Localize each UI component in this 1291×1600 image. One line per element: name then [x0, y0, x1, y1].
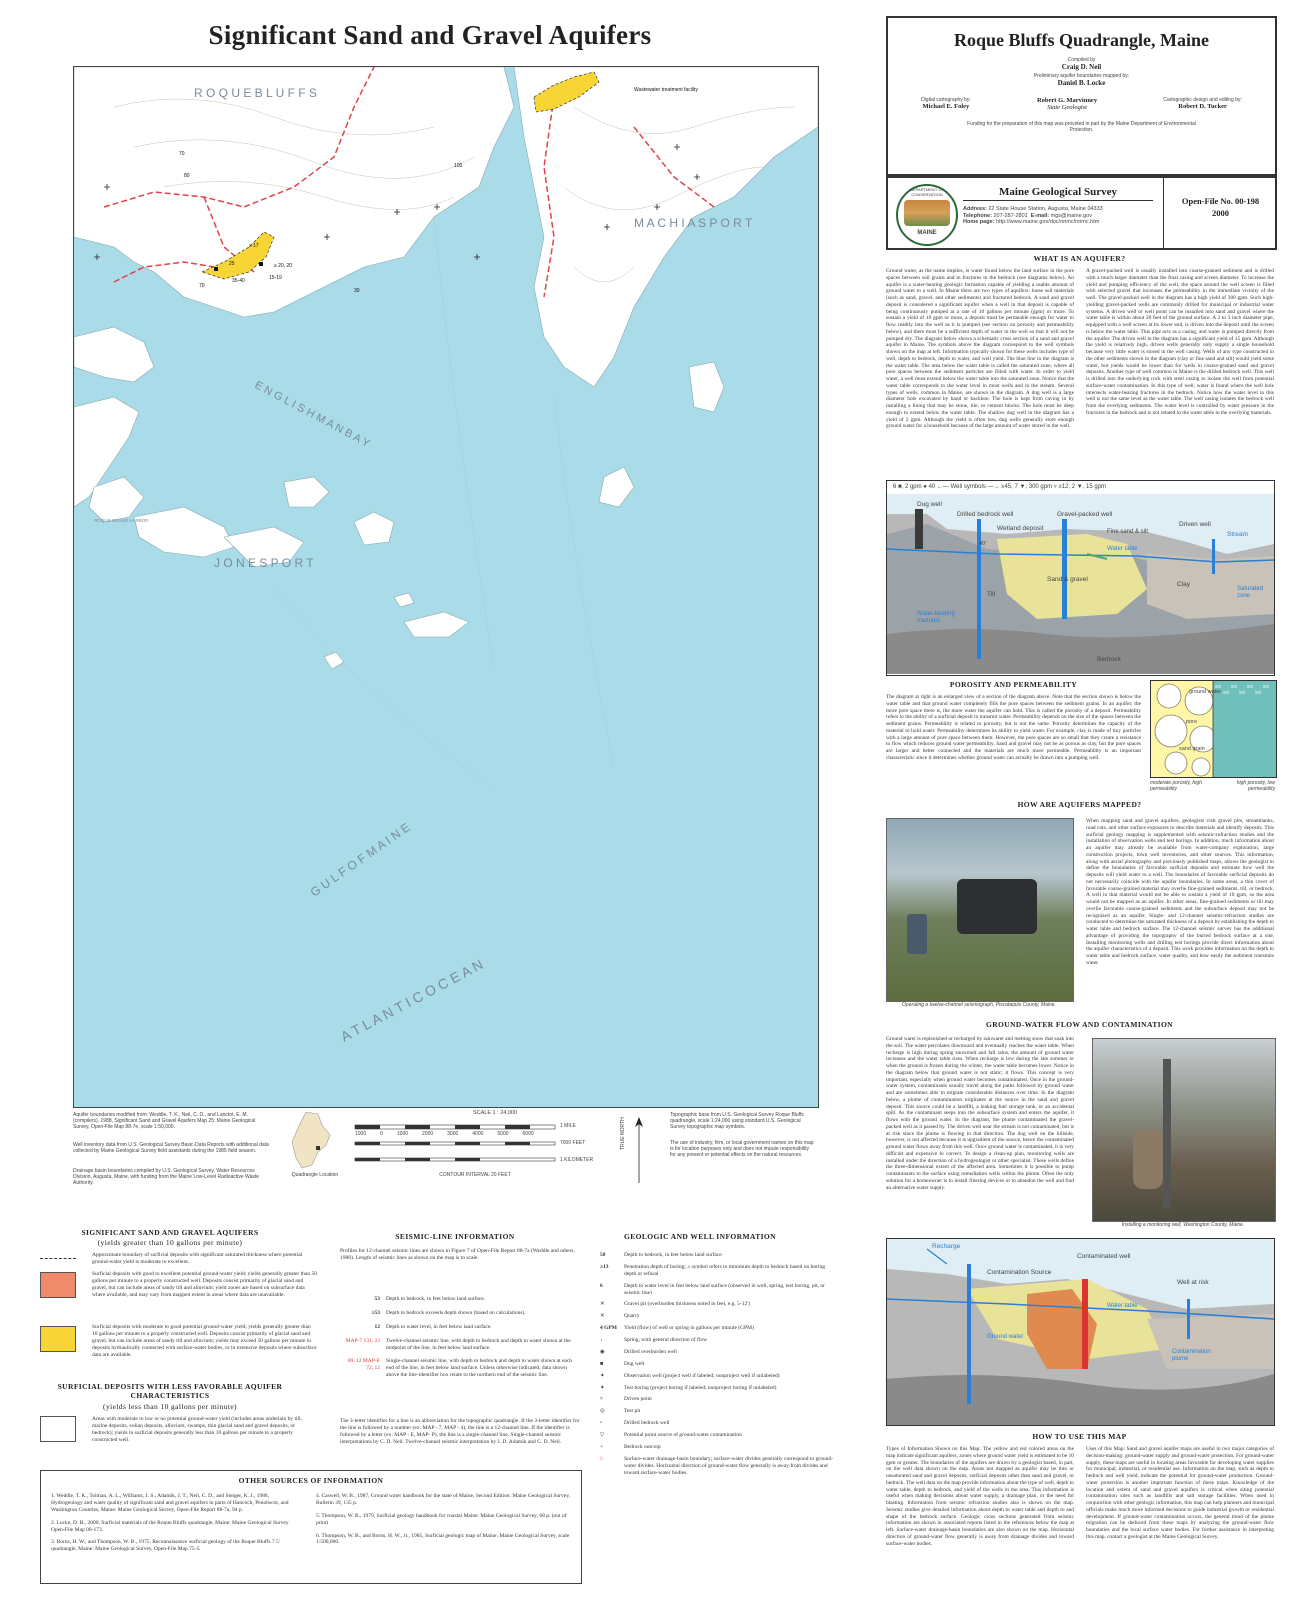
island-brothers: [404, 612, 469, 637]
contamination-diagram: Recharge Contamination Source Contaminated well Well at risk Water table Ground water Contamination plume: [886, 1238, 1275, 1426]
other-sources-box: [40, 1470, 582, 1584]
open-file-number: Open-File No. 00-198: [1181, 196, 1260, 206]
reference-item: 6. Thompson, W. B., and Borns, H. W., Jr., 1985, Surficial geologic map of Maine: Maine Geological Survey, scale 1:500,000.: [316, 1532, 570, 1546]
porosity-right-caption: high porosity, low permeability: [1236, 780, 1275, 792]
topographic-base-note: Topographic base from U.S. Geological Survey Roque Bluffs quadrangle, scale 1:24,000 using standard U.S. Geological Survey topographic map symbols.: [670, 1112, 804, 1130]
svg-text:80: 80: [184, 173, 190, 179]
what-is-aquifer-col1: Ground water, as the name implies, is water found below the land surface in the pore spaces between soil grains and in fractures in the bedrock (see diagrams below). An aquifer is a water-bearing geologic formation capable of yielding a usable amount of ground water to a well. In Maine there are two types of aquifers: loose soil materials (such as sand, gravel, and other sediments) and fractured bedrock. A sand and gravel deposit is considered a significant aquifer when a well in that deposit is capable of being continuously pumped at a rate of 10 gallons per minute (gpm) or more. To sustain a yield of 10 gpm or more, a deposit must be permeable enough for water to flow readily into the well as it is pumped (see section on porosity and permeability below), and there must be a sufficient depth of water in the well so that it will not be pumped dry. The diagram below shows a schematic cross section of a sand and gravel aquifer in Maine. The symbols above the diagram correspond to the well symbols shown on the map at left. Information typically shown for these wells includes type of well, depth to bedrock, depth to water, and well yield. The blue line in the diagram is the water table. The area below the water table is called the saturated zone, where all pore spaces between the sediment particles are filled with water. In order to yield water, a well must extend below the water table into the saturated zone. Notice that the water table corresponds to the water level in most wells and in the stream. Several types of wells, common in Maine, are shown in the diagram. A dug well is a large diameter hole excavated by hand or backhoe. The hole is kept from caving in by installing a lining that may be stone, tile, or cement blocks. The hole must be deep enough to extend below the water table. The shallow dug well in the diagram has a yield of 2 gpm. Although the yield is often low, dug wells generally store enough ground water for a household because of the large amount of water stored in the well.: [886, 268, 1074, 430]
monitoring-well-caption: Installing a monitoring well, Washington County, Maine.: [1121, 1222, 1245, 1228]
scale-ticks: 1000 0 1000 2000 3000 4000 5000 6000: [355, 1131, 534, 1137]
legend-less-subheading: (yields less than 10 gallons per minute): [103, 1402, 237, 1411]
how-to-use-col1: Types of Information Shown on this Map: The yellow and red colored areas on the map indicate significant aquifers, zones where ground water yield is estimated to be 10 gpm or greater. The boundaries of the aquifers are drawn by a geologist based, in part, on the well data shown on the map. Areas not mapped as aquifer may be thin or unsaturated sand and gravel deposits, surficial deposits other than sand and gravel, or bedrock. The well data on the map provide information about the type of well, depth to water table, depth to bedrock, and yield of the wells in the area. This information is useful when making decisions about water supply, a drainage plan, or the need for blasting. Information from seismic refraction studies also is shown on the map. Seismic studies give detailed information about depth to water table and depth to and shape of the bedrock surface. Geologic cross sections generated from seismic information are shown in associated reports listed in the references below the map at left. Surface-water drainage-basin boundaries are also shown on the map. Horizontal direction of ground-water flow generally is away from drainage divides and toward surface-water bodies.: [886, 1446, 1074, 1547]
legend-white-text: Areas with moderate to low or no potential ground-water yield (includes areas underlain by till, marine deposits, eolian deposits, alluvium, swamps, thin glacial sand and gravel deposits, or bedrock); yields in surficial deposits generally less than 10 gallons per minute to a properly constructed well.: [92, 1416, 303, 1443]
land-roque-bluffs: [74, 67, 514, 317]
legend-aquifers-subheading: (yields greater than 10 gallons per minute): [97, 1238, 243, 1247]
geologic-heading: GEOLOGIC AND WELL INFORMATION: [624, 1232, 776, 1241]
legend-boundary-text: Approximate boundary of surficial deposits with significant saturated thickness where potential ground-water yield is moderate to excellent.: [92, 1252, 303, 1265]
scale-label: SCALE 1 : 24,000: [472, 1110, 518, 1116]
how-to-use-heading: HOW TO USE THIS MAP: [1032, 1432, 1127, 1441]
island-east: [689, 362, 724, 412]
svg-text:15-19: 15-19: [269, 275, 282, 281]
seismograph-caption: Operating a twelve-channel seismograph, Piscataquis County, Maine.: [902, 1002, 1056, 1008]
label-roque-harbor: ROQUE ISLAND HARBOR: [94, 518, 149, 523]
compiler-name: Craig D. Neil: [1061, 63, 1102, 71]
seismic-item: MAP-7 131, 23 Twelve-channel seismic line, with depth to bedrock and depth to water shown at the midpoint of the line, in feet below land surface.: [345, 1337, 571, 1351]
svg-text:≥ 20, 20: ≥ 20, 20: [274, 263, 293, 269]
mgs-contact: Address: 22 State House Station, Augusta, Maine 04333 Telephone: 207-287-2801 E-mail: mgs@maine.gov Home page: http://www.maine.gov/doc/nrimc/nrimc.htm: [963, 206, 1103, 226]
other-sources-heading: OTHER SOURCES OF INFORMATION: [238, 1476, 384, 1485]
what-is-aquifer-heading: WHAT IS AN AQUIFER?: [1033, 254, 1126, 263]
monitoring-well-photo: [1092, 1038, 1276, 1222]
seismic-legend: [340, 1296, 580, 1386]
north-arrow-icon: [634, 1115, 644, 1185]
aquifer-map[interactable]: [73, 66, 819, 1108]
kilometer-label: 1 KILOMETER: [560, 1157, 594, 1163]
reference-item: 3. Borns, H. W., and Thompson, W. B., 1975, Reconnaissance surficial geology of the Roque Bluffs 7.5' quadrangle, Maine: Maine Geological Survey, Open-File Map 75-5.: [51, 1539, 280, 1553]
label-atlantic-ocean: A T L A N T I C O C E A N: [337, 955, 486, 1045]
label-jonesport: J O N E S P O R T: [214, 556, 314, 570]
svg-text:35-40: 35-40: [232, 278, 245, 284]
legend-less-heading: SURFICIAL DEPOSITS WITH LESS FAVORABLE AQUIFER CHARACTERISTICS: [57, 1382, 283, 1400]
funding-note: Funding for the preparation of this map was provided in part by the Maine Department of Environmental Protection.: [967, 121, 1196, 133]
svg-text:100: 100: [454, 163, 463, 169]
scale-bars: [345, 1120, 575, 1180]
island-center: [284, 477, 329, 507]
legend-red-swatch: [40, 1272, 76, 1298]
label-machiasport: M A C H I A S P O R T: [634, 216, 753, 230]
island-tiny-2: [394, 593, 414, 607]
flow-heading: GROUND-WATER FLOW AND CONTAMINATION: [986, 1020, 1173, 1029]
true-north-label: TRUE NORTH: [620, 1117, 626, 1150]
island-jonesport: [134, 507, 234, 557]
legend-white-swatch: [40, 1416, 76, 1442]
island-tiny-1: [324, 652, 344, 669]
drainage-note: Drainage basin boundaries compiled by U.S. Geological Survey, Water Resources Division, Augusta, Maine, with funding from the Maine Low-Level Radioactive Waste Authority.: [73, 1168, 260, 1186]
porosity-diagram: ground water pore sand grain: [1150, 680, 1277, 778]
legend-aquifers-heading: SIGNIFICANT SAND AND GRAVEL AQUIFERS: [81, 1228, 259, 1237]
label-englishman-bay: E N G L I S H M A N B A Y: [252, 379, 372, 450]
svg-text:25: 25: [229, 261, 235, 267]
svg-text:70: 70: [199, 283, 205, 289]
geologic-legend: 50 Depth to bedrock, in feet below land surface ≥13 Penetration depth of boring; ≥ symbol refers to minimum depth to bedrock based on boring depth or refusal 6 Depth to water level in feet below land surface (observed in well, spring, test boring, pit, or seismic line) ✕ Gravel pit (overburden thickness noted in feet, e.g. 5-12') ✕ Quarry 4 GPM Yield (flow) of well or spring in gallons per minute (GPM) ↓ Spring, with general direction of flow ◉ Drilled overburden well ■ Dug well ✦ Observation well (project well if labeled; nonproject well if unlabeled) ✦ Test boring (project boring if labeled; nonproject boring if unlabeled) ▿ Driven point ◎ Test pit • Drilled bedrock well ▽ Potential point source of ground-water contamination + Bedrock outcrop \/ Surface-water drainage-basin boundary; surface-water divides generally correspond to ground-water divides. Horizontal direction of ground-water flow generally is away from divides and toward surface-water bodies.: [600, 1252, 833, 1476]
island-mid-east: [599, 467, 634, 507]
flow-text: Ground water is replenished or recharged by rainwater and melting snow that soak into the soil. The water percolates downward and eventually reaches the water table. When recharge is high during spring snowmelt and fall rains, the amount of ground water increases and the water table rises. When recharge is low during the late summer or when the ground is frozen during the winter, the water table becomes lower. Notice in the diagram below that ground water is not static; it flows. This concept is very important, especially when ground water becomes contaminated. Once in the ground-water system, contaminants usually travel along the paths followed by ground water and are sometimes able to migrate considerable distances over time. In the diagram below, a plume of contamination originates at the source in the sand and gravel deposit. This source could be a landfill, a leaking fuel storage tank, or an accidental spill. As the contaminant seeps into the subsurface system and enters the aquifer, it flows with the ground water. In the diagram, the plume contaminated the gravel-packed well as it passed by. The driven well near the stream is not contaminated, but is at risk since the plume is flowing in that direction. The dug well on the hillside, however, is not affected because it is upgradient of the source, hence the contaminated ground water flows away from this well. Once ground water is contaminated, it is very difficult and expensive to correct. To design a clean-up plan, monitoring wells are installed under the direction of a hydrogeologist or other specialist. These wells define the three-dimensional extent of the affected area. Sometimes it is possible to pump contaminants to the surface using remediation wells within the plume. Often the only solution for a homeowner is to install filtering devices or to abandon the well and find an alternative water supply.: [886, 1036, 1074, 1191]
mgs-info-box: [886, 176, 1277, 250]
quadrangle-title: Roque Bluffs Quadrangle, Maine: [953, 30, 1210, 50]
mile-label: 1 MILE: [560, 1123, 576, 1129]
porosity-text: The diagram at right is an enlarged view of a section of the diagram above. Note that the section shown is below the water table and that ground water completely fills the pore spaces between the sediment grains. In an aquifer, the more pore space there is, the more water the aquifer can hold. This is called the porosity of a deposit. Permeability refers to the ability of a surficial deposit to transmit water. Permeability depends on the size of the spaces between the sediment grains. Permeability is related to porosity, but is not the same. Porosity determines the capacity of the material to hold water. Permeability determines its ability to yield water. For example, clay is made of tiny particles with a large amount of pore space between them. However, the pore spaces are so small that they create a resistance to flow which reduces ground water permeability. Sand and gravel may not be as porous as clay, but the pore spaces are larger and better connected and the materials are much more permeable. Permeability is an important characteristic since it determines whether ground water can actually be drawn into a pumping well.: [886, 694, 1141, 761]
reference-item: 2. Locke, D. B., 2000, Surficial materials of the Roque Bluffs quadrangle, Maine: Maine Geological Survey Open-File Map 00-173.: [51, 1519, 289, 1533]
legend-red-text: Surficial deposits with good to excellent potential ground-water yield; yields generally greater than 50 gallons per minute to a properly constructed well. Deposits consist primarily of glacial sand and gravel, but can include areas of sandy till and alluvium; yield zones are based on subsurface data where available, and may vary from mapped extent in areas where data are unavailable.: [92, 1271, 317, 1298]
mgs-name: Maine Geological Survey: [963, 186, 1153, 201]
seismic-item: 12 Depth to water level, in feet below land surface.: [374, 1323, 492, 1330]
label-gulf-of-maine: G U L F O F M A I N E: [307, 820, 413, 900]
quadrangle-location-label: Quadrangle Location: [291, 1172, 339, 1178]
contour-interval-label: CONTOUR INTERVAL 20 FEET: [439, 1172, 511, 1178]
seismic-heading: SEISMIC-LINE INFORMATION: [395, 1232, 515, 1241]
how-mapped-text: When mapping sand and gravel aquifers, geologists visit gravel pits, streambanks, road cuts, and other surface exposures to describe materials and identify deposits. This surficial geology mapping is supplemented with seismic-refraction studies and the installation of observation wells and test borings. In addition, much information about an aquifer may already be available from water-company exploration, large construction projects, town well inventories, and other sources. This information, along with aerial photography and previously published maps, allows the geologist to define the boundaries of favorable surficial deposits and estimate how well the deposits will yield water to a well. The boundaries of favorable surficial deposits do not necessarily coincide with the aquifer boundaries. In some areas, a thin cover of favorable coarse-grained material may overlie fine-grained sediments, till, or bedrock. A well in that material would not be able to sustain a yield of 10 gpm, so the area would not be mapped as an aquifer. In other areas, fine-grained sediments or till may overlie favorable coarse-grained sediments and the subsurface deposit may not be recognized as an aquifer. Single- and 12-channel seismic-refraction studies are conducted to determine the saturated thickness of a deposit by establishing the depth to water table and bedrock surface. The 12-channel seismic survey has the additional advantage of providing the topography of the buried bedrock surface at a site. Installing monitoring wells and drilling test borings provide direct information about the aquifer characteristics of a deposit. This work provides information on the depth to water table and bedrock surface, water quality, and how easily the sediment transmits water.: [1086, 818, 1274, 966]
svg-text:70: 70: [179, 151, 185, 157]
land-west-point: [74, 327, 154, 382]
reference-item: 4. Caswell, W. B., 1987, Ground water handbook for the state of Maine, Second Edition: Maine Geological Survey, Bulletin 39, 135 p.: [316, 1493, 570, 1506]
map-canvas: [74, 67, 818, 1107]
aquifer-cross-section: 6 ■, 2 gpm ● 40 ←— Well symbols —→ ≥45, 7 ▼, 300 gpm ▿ ≥12, 2 ▼, 15 gpm Dug well Drilled bedrock well Gravel-packed well Wetland deposit Fine sand & silt Driven well Stream Water table Sand & gravel Till Clay Saturated zone Water-bearing fractures Bedrock 40': [886, 480, 1275, 676]
seismic-item: ≥53 Depth to bedrock exceeds depth shown (based on calculations).: [371, 1309, 526, 1316]
reference-item: 5. Thompson, W. B., 1979, Surficial geology handbook for coastal Maine: Maine Geological Survey, 68 p. (out of print): [316, 1512, 567, 1526]
doc-seal-icon: DEPARTMENT OF CONSERVATION MAINE: [896, 184, 958, 246]
legend-boundary-swatch: [40, 1258, 76, 1261]
legend-yellow-swatch: [40, 1326, 76, 1352]
well-symbols-row: 6 ■, 2 gpm ● 40 ←— Well symbols —→ ≥45, 7 ▼, 300 gpm ▿ ≥12, 2 ▼, 15 gpm: [893, 484, 1107, 490]
sources-col-2: [316, 1493, 571, 1546]
homepage-link[interactable]: http://www.maine.gov/doc/nrimc/nrimc.htm: [996, 219, 1100, 226]
credits-row: Digital cartography by: Michael E. Foley Robert G. Marvinney State Geologist Cartographic design and editing by: Robert D. Tucker: [921, 97, 1242, 111]
svg-text:≥ 17: ≥ 17: [249, 243, 259, 249]
porosity-left-caption: moderate porosity, high permeability: [1150, 780, 1202, 792]
svg-text:Wastewater treatment facility: Wastewater treatment facility: [634, 87, 699, 93]
how-mapped-heading: HOW ARE AQUIFERS MAPPED?: [1017, 800, 1142, 809]
feet-label: 7000 FEET: [560, 1140, 586, 1146]
open-file-year: 2000: [1212, 208, 1229, 218]
reference-item: 1. Weddle, T. K., Tolman, A. L., Williams, J. S., Adamik, J. T., Neil, C. D., and Steiger, K. J., 1988, Hydrogeology and water quality of significant sand and gravel aquifers in parts of Hancock, Penobscot, and Washington Counties, Maine: Maine Geological Survey, Open-File Report 88-7a, 94 p.: [51, 1493, 289, 1513]
sources-col-1: [51, 1493, 301, 1553]
porosity-heading: POROSITY AND PERMEABILITY: [949, 680, 1078, 689]
what-is-aquifer-col2: A gravel-packed well is usually installed into coarse-grained sediment and is drilled with a much larger diameter than the final casing and screen diameter. To increase the yield and pumping efficiency of the well, the space around the well screen is filled with selected gravel that increases the permeability in the immediate vicinity of the well. The gravel-packed well in the diagram has a high yield of 300 gpm. Such high-yielding gravel-packed wells are commonly drilled for municipal or industrial water systems. A driven well or well point can be installed into sand and gravel where the water table is within about 20 feet of the ground surface. A 2 to 3 inch diameter pipe, equipped with a well screen at its lower end, is driven into the deposit until the screen is below the water table. This pipe acts as a casing, and water is pumped directly from the aquifer. The driven well in the diagram has a significant yield of 15 gpm. Although the yield is relatively high, driven wells generally only supply a single household because very little water is stored in the well casing. Wells of any type constructed in the other sediments shown in the diagram (clay or fine sand and silt) would yield some water, but yields would be lower than for wells in coarse-grained sand and gravel deposits. Another type of well common in Maine is the drilled bedrock well. This well is drilled into the underlying rock with steel casing to isolate the well from potential surface-water contamination. In this type of well, water is found where the well hole intersects water-bearing fractures in the bedrock. Notice how the water level in this well is not the same level as the water table. The well casing isolates the bedrock well from the overlying sediments. The water level is controlled by water pressure in the fractures in the bedrock and is not related to the water table in the overlying materials.: [1086, 268, 1274, 416]
legend-yellow-text: Surficial deposits with moderate to good potential ground-water yield; yields generally greater than 10 gallons per minute to a properly constructed well. Deposits consist primarily of glacial sand and gravel, but can include areas of sandy till and alluvium; yields may exceed 50 gallons per minute in deposits hydraulically connected with surface-water bodies, or in extensive deposits where subsurface data are available.: [92, 1324, 317, 1358]
prelim-mapper-name: Daniel B. Locke: [1057, 79, 1106, 87]
label-roque-bluffs: R O Q U E B L U F F S: [194, 86, 317, 100]
svg-text:30: 30: [354, 288, 360, 294]
map-title: Significant Sand and Gravel Aquifers: [208, 20, 652, 50]
well-inventory-note: Well inventory data from U.S. Geological Survey Basic-Data Reports with additional data collected by Maine Geological Survey field assistants during the 1985 field season.: [73, 1142, 269, 1154]
seismic-intro: Profiles for 12-channel seismic lines are shown in Figure 7 of Open-File Report 88-7a (Weddle and others, 1988). Length of seismic lines as shown on the map is to scale.: [340, 1248, 575, 1261]
disclaimer-note: The use of industry, firm, or local government names on this map is for location purposes only and does not impute responsibility for any present or potential effects on the natural resources.: [670, 1140, 814, 1158]
aquifer-boundary-note: Aquifer boundaries modified from: Weddle, T. K., Neil, C. D., and Lanctot, E. M. (compilers), 1988, Significant Sand and Gravel Aquifers Map 25: Maine Geological Survey, Open-File Map 88-7e, scale 1:50,000.: [73, 1112, 256, 1130]
seismic-item: 69, 12 MAP-E 72, 12 Single-channel seismic line, with depth to bedrock and depth to water shown at each end of the line, in feet below land surface. Unless otherwise indicated, data shown above the line-identifier box relate to the northern end of the seismic line.: [347, 1358, 573, 1379]
seismic-item: 53 Depth to bedrock, in feet below land surface.: [374, 1296, 486, 1302]
island-great-spruce: [354, 512, 394, 545]
cross-section-svg: [887, 494, 1274, 674]
seismograph-photo: [886, 818, 1074, 1002]
quadrangle-title-box: Roque Bluffs Quadrangle, Maine Compiled by Craig D. Neil Preliminary aquifer boundaries mapped by: Daniel B. Locke Digital cartography by: Michael E. Foley Robert G. Marvinney State Geologist Cartographic design and editing by: Robert D. Tucker Funding for the preparation of this map was provided in part by the Maine Department of Environmental Protection.: [886, 16, 1277, 176]
how-to-use-col2: Uses of this Map: Sand and gravel aquifer maps are useful in two major categories of decision-making: ground-water supply and ground-water protection. For ground-water supply, these maps are useful in locating areas favorable for developing water supplies for municipal, industrial, or residential use. Information on the map, such as depth to bedrock and well yield, indicate the potential for ground-water production. Ground-water protection is another important function of these maps. Knowledge of the location and extent of sand and gravel aquifers is critical when siting potential contamination sites such as landfills and salt storage facilities. When used in conjunction with other geologic information, this map can help planners and municipal officials make much more informed decisions to guide industrial growth or residential development. If ground-water contamination occurs, the general trend of the plume migration can be deduced from these maps by analyzing the ground-water flow boundaries and the local surface water bodies. For further assistance in interpreting this map, contact a geologist at the Maine Geological Survey.: [1086, 1446, 1274, 1540]
quadrangle-location-map: [288, 1110, 333, 1170]
seismic-footnote: The 3-letter identifier for a line is an abbreviation for the topographic quadrangle. If the 3-letter identifier for the line is followed by a number (ex: MAP - 7, MAP - 4), the line is a 12-channel line. If the identifier is followed by a letter (ex: MAP - E, MAP- P), the line is a single-channel line. Single-channel seismic interpretations by C. D. Neil. Twelve-channel seismic interpretation by J. D. Adamik and C. D. Neil.: [340, 1418, 580, 1445]
